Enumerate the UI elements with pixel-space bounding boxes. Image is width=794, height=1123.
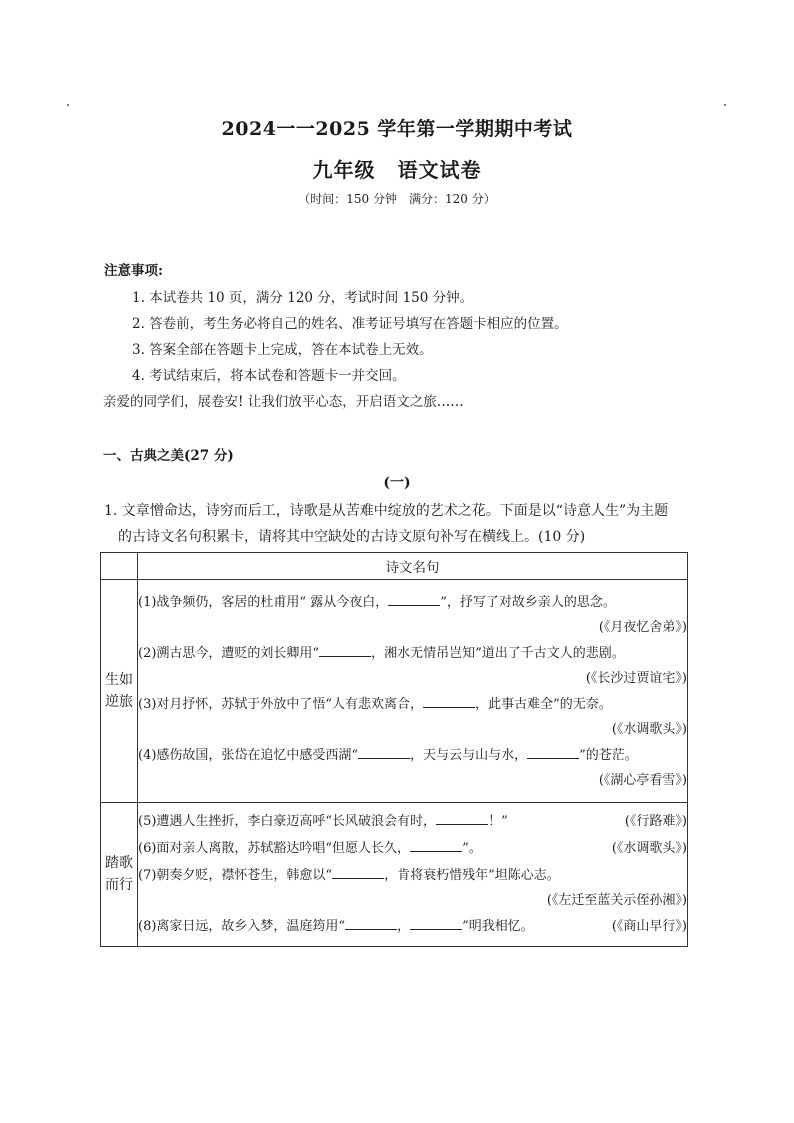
poem-item-6: (6)面对亲人离散，苏轼豁达吟唱“但愿人长久， ”。 (《水调歌头》) [138, 835, 687, 862]
greeting: 亲爱的同学们，展卷安! 让我们放平心态，开启语文之旅…… [103, 394, 464, 410]
notice-item: 1. 本试卷共 10 页，满分 120 分，考试时间 150 分钟。 [132, 290, 474, 306]
poem-item-7: (7)朝奏夕贬，襟怀苍生，韩愈以“ ，肯将衰朽惜残年”坦陈心志。 [138, 862, 687, 889]
poem-item-3: (3)对月抒怀，苏轼于外放中了悟“人有悲欢离合， ，此事古难全”的无奈。 [138, 691, 687, 718]
poem-table [100, 552, 688, 947]
question-1-text [104, 498, 704, 550]
poem-item-1: (1)战争频仍，客居的杜甫用“ 露从今夜白， ”，抒写了对故乡亲人的思念。 [138, 589, 687, 616]
group-2-content [138, 802, 688, 946]
answer-blank[interactable] [319, 643, 371, 657]
scan-speck [724, 104, 726, 106]
question-line: 的古诗文名句积累卡，请将其中空缺处的古诗文原句补写在横线上。(10 分) [118, 529, 586, 545]
table-corner-cell [101, 553, 138, 580]
answer-blank[interactable] [436, 811, 488, 825]
scan-speck [67, 104, 69, 106]
answer-blank[interactable] [358, 745, 410, 759]
notice-item: 4. 考试结束后，将本试卷和答题卡一并交回。 [132, 368, 406, 384]
answer-blank[interactable] [388, 592, 440, 606]
poem-item-4: (4)感伤故国，张岱在追忆中感受西湖“ ，天与云与山与水， ”的苍茫。 [138, 742, 687, 769]
poem-item-8: (8)离家日远，故乡入梦，温庭筠用“ ， ”明我相忆。 (《商山早行》) [138, 913, 687, 940]
answer-blank[interactable] [527, 745, 579, 759]
group-label-2: 踏歌 而行 [101, 802, 138, 946]
poem-source: (《水调歌头》) [611, 721, 687, 737]
poem-source: (《湖心亭看雪》) [598, 772, 687, 788]
subject-label: 语文试卷 [397, 158, 482, 182]
group-label-1: 生如 逆旅 [101, 580, 138, 803]
poem-item-2: (2)溯古思今，遭贬的刘长卿用“ ，湘水无情吊岂知”道出了千古文人的悲剧。 [138, 640, 687, 667]
part-number: (一) [383, 475, 411, 491]
poem-source: (《行路难》) [624, 814, 687, 830]
section-heading: 一、古典之美(27 分) [103, 448, 234, 464]
exam-title: 2024一一2025 学年第一学期期中考试 [221, 118, 573, 140]
poem-source: (《商山早行》) [611, 919, 687, 935]
notice-heading: 注意事项: [104, 263, 163, 279]
poem-source: (《长沙过贾谊宅》) [585, 670, 687, 686]
exam-subtitle [0, 154, 794, 183]
answer-blank[interactable] [345, 916, 397, 930]
answer-blank[interactable] [410, 916, 462, 930]
group-1-content [138, 580, 688, 803]
answer-blank[interactable] [423, 694, 475, 708]
answer-blank[interactable] [332, 865, 384, 879]
time-info: （时间：150 分钟 满分：120 分） [298, 192, 496, 206]
table-header: 诗文名句 [138, 553, 688, 580]
notice-item: 2. 答卷前，考生务必将自己的姓名、准考证号填写在答题卡相应的位置。 [132, 316, 568, 332]
poem-item-5: (5)遭遇人生挫折，李白豪迈高呼“长风破浪会有时， ！” (《行路难》) [138, 808, 687, 835]
poem-source: (《月夜忆舍弟》) [598, 619, 687, 635]
grade-label: 九年级 [312, 158, 376, 182]
answer-blank[interactable] [410, 838, 462, 852]
poem-source: (《左迁至蓝关示侄孙湘》) [546, 893, 687, 909]
poem-source: (《水调歌头》) [611, 841, 687, 857]
notice-item: 3. 答案全部在答题卡上完成，答在本试卷上无效。 [132, 342, 433, 358]
question-line: 1. 文章憎命达，诗穷而后工，诗歌是从苦难中绽放的艺术之花。下面是以“诗意人生”为主题 [104, 503, 669, 519]
